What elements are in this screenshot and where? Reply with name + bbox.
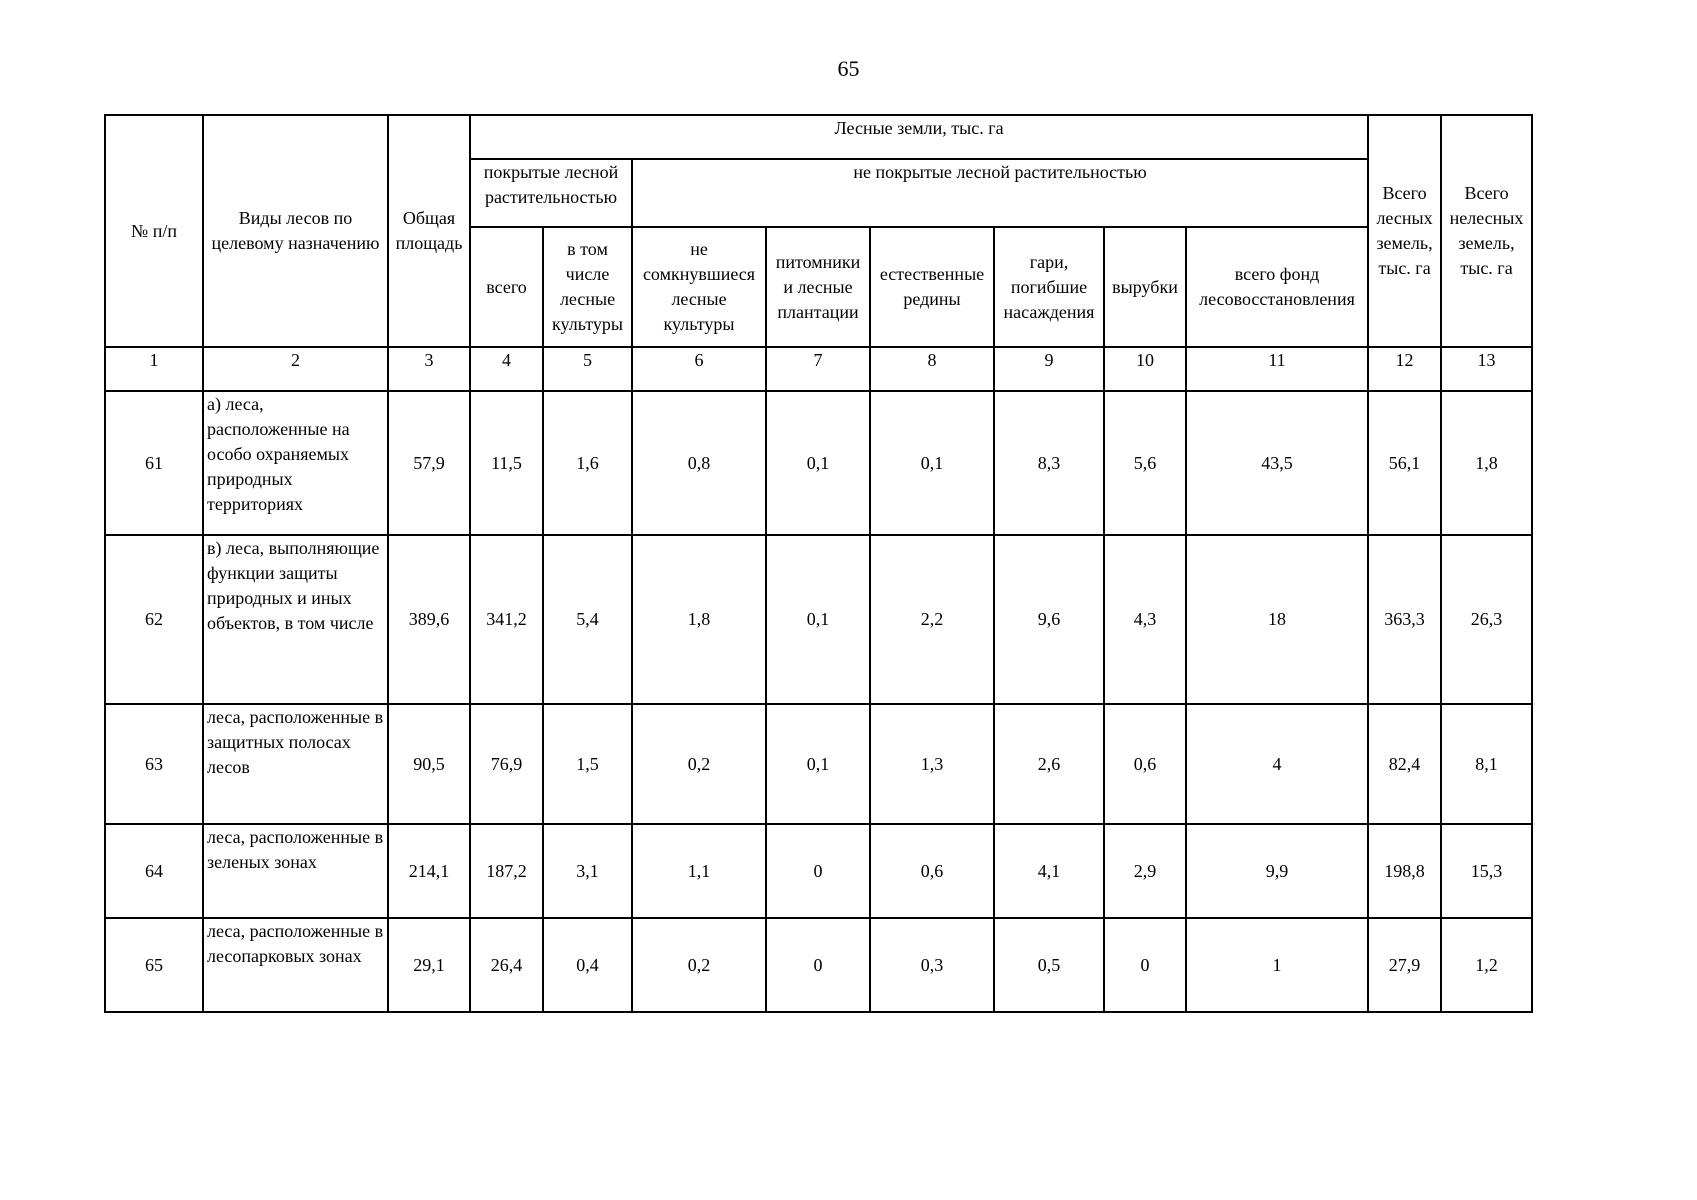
table-row: [105, 391, 1532, 535]
cell-forest-total: 363,3: [1368, 535, 1441, 704]
cell-nurseries: 0,1: [766, 535, 870, 704]
header-burnt: гари, погибшие насаждения: [994, 227, 1104, 347]
cell-burnt: 4,1: [994, 824, 1104, 918]
header-covered: покрытые лесной растительностью: [470, 159, 632, 227]
row-name: а) леса, расположенные на особо охраняемых природных территориях: [203, 391, 388, 535]
cell-covered-total: 26,4: [470, 918, 543, 1012]
column-number: 7: [766, 347, 870, 391]
cell-burnt: 0,5: [994, 918, 1104, 1012]
cell-reforestation: 1: [1186, 918, 1368, 1012]
header-total-area: Общая площадь: [388, 115, 470, 347]
row-number: 64: [105, 824, 203, 918]
cell-covered-cultures: 1,6: [543, 391, 632, 535]
column-number: 3: [388, 347, 470, 391]
cell-covered-total: 341,2: [470, 535, 543, 704]
cell-burnt: 8,3: [994, 391, 1104, 535]
cell-total-area: 389,6: [388, 535, 470, 704]
column-number: 13: [1441, 347, 1532, 391]
row-name: леса, расположенные в лесопарковых зонах: [203, 918, 388, 1012]
cell-unclosed: 1,8: [632, 535, 766, 704]
header-nonforest-total: Всего нелесных земель, тыс. га: [1441, 115, 1532, 347]
cell-clearings: 5,6: [1104, 391, 1186, 535]
cell-sparse: 0,6: [870, 824, 994, 918]
column-number: 9: [994, 347, 1104, 391]
cell-covered-total: 187,2: [470, 824, 543, 918]
cell-clearings: 0: [1104, 918, 1186, 1012]
cell-sparse: 0,1: [870, 391, 994, 535]
cell-forest-total: 27,9: [1368, 918, 1441, 1012]
cell-clearings: 0,6: [1104, 704, 1186, 824]
row-name: леса, расположенные в защитных полосах лесов: [203, 704, 388, 824]
cell-nurseries: 0,1: [766, 391, 870, 535]
cell-unclosed: 0,2: [632, 918, 766, 1012]
cell-reforestation: 9,9: [1186, 824, 1368, 918]
cell-nonforest-total: 8,1: [1441, 704, 1532, 824]
row-number: 65: [105, 918, 203, 1012]
column-number: 5: [543, 347, 632, 391]
header-covered-cultures: в том числе лесные культуры: [543, 227, 632, 347]
cell-nonforest-total: 1,8: [1441, 391, 1532, 535]
cell-unclosed: 0,8: [632, 391, 766, 535]
header-kind: Виды лесов по целевому назначению: [203, 115, 388, 347]
column-number: 11: [1186, 347, 1368, 391]
column-number: 4: [470, 347, 543, 391]
cell-unclosed: 0,2: [632, 704, 766, 824]
cell-nonforest-total: 1,2: [1441, 918, 1532, 1012]
cell-covered-cultures: 3,1: [543, 824, 632, 918]
table-row: [105, 824, 1532, 918]
header-covered-total: всего: [470, 227, 543, 347]
cell-nurseries: 0: [766, 824, 870, 918]
cell-covered-cultures: 1,5: [543, 704, 632, 824]
cell-unclosed: 1,1: [632, 824, 766, 918]
header-nurseries: питомники и лесные плантации: [766, 227, 870, 347]
column-number: 1: [105, 347, 203, 391]
cell-sparse: 0,3: [870, 918, 994, 1012]
cell-nurseries: 0,1: [766, 704, 870, 824]
forest-lands-table: [104, 114, 1533, 1013]
cell-burnt: 2,6: [994, 704, 1104, 824]
cell-total-area: 57,9: [388, 391, 470, 535]
cell-covered-cultures: 0,4: [543, 918, 632, 1012]
table-row: [105, 918, 1532, 1012]
column-number: 8: [870, 347, 994, 391]
row-name: леса, расположенные в зеленых зонах: [203, 824, 388, 918]
cell-burnt: 9,6: [994, 535, 1104, 704]
cell-sparse: 1,3: [870, 704, 994, 824]
cell-reforestation: 4: [1186, 704, 1368, 824]
header-not-covered: не покрытые лесной растительностью: [632, 159, 1368, 227]
cell-forest-total: 82,4: [1368, 704, 1441, 824]
column-number: 12: [1368, 347, 1441, 391]
cell-total-area: 214,1: [388, 824, 470, 918]
cell-covered-cultures: 5,4: [543, 535, 632, 704]
cell-reforestation: 18: [1186, 535, 1368, 704]
column-number: 10: [1104, 347, 1186, 391]
row-number: 63: [105, 704, 203, 824]
header-forest-lands: Лесные земли, тыс. га: [470, 115, 1368, 159]
cell-nonforest-total: 15,3: [1441, 824, 1532, 918]
column-number: 2: [203, 347, 388, 391]
table-row: [105, 535, 1532, 704]
column-numbers-row: [105, 347, 1532, 391]
cell-sparse: 2,2: [870, 535, 994, 704]
cell-total-area: 29,1: [388, 918, 470, 1012]
row-number: 62: [105, 535, 203, 704]
header-unclosed: не сомкнувшиеся лесные культуры: [632, 227, 766, 347]
cell-total-area: 90,5: [388, 704, 470, 824]
cell-nurseries: 0: [766, 918, 870, 1012]
header-row-1: [105, 115, 1532, 159]
cell-forest-total: 198,8: [1368, 824, 1441, 918]
cell-covered-total: 76,9: [470, 704, 543, 824]
header-reforestation: всего фонд лесовосстановления: [1186, 227, 1368, 347]
row-name: в) леса, выполняющие функции защиты природных и иных объектов, в том числе: [203, 535, 388, 704]
row-number: 61: [105, 391, 203, 535]
page-number: 65: [837, 56, 860, 81]
cell-clearings: 4,3: [1104, 535, 1186, 704]
column-number: 6: [632, 347, 766, 391]
table-row: [105, 704, 1532, 824]
header-forest-total: Всего лесных земель, тыс. га: [1368, 115, 1441, 347]
cell-forest-total: 56,1: [1368, 391, 1441, 535]
cell-clearings: 2,9: [1104, 824, 1186, 918]
cell-nonforest-total: 26,3: [1441, 535, 1532, 704]
cell-reforestation: 43,5: [1186, 391, 1368, 535]
cell-covered-total: 11,5: [470, 391, 543, 535]
header-sparse: естественные редины: [870, 227, 994, 347]
header-clearings: вырубки: [1104, 227, 1186, 347]
header-num: № п/п: [105, 115, 203, 347]
